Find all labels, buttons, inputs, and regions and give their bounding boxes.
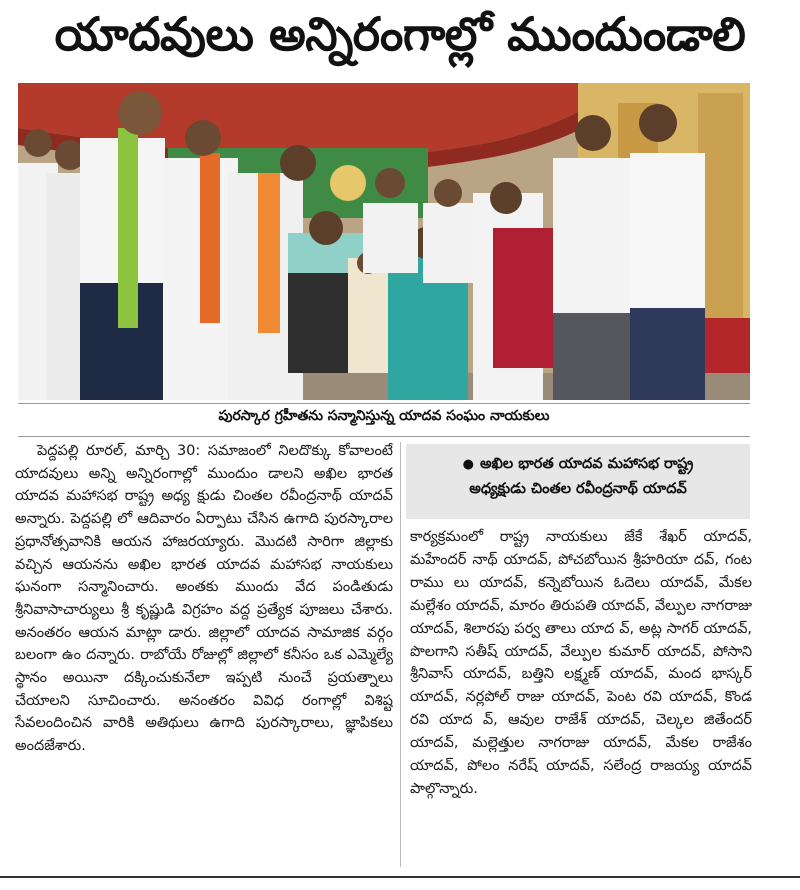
news-photo	[18, 83, 750, 400]
subheadline-text-1: అఖిల భారత యాదవ మహాసభ రాష్ట్ర	[479, 456, 694, 472]
column-divider	[400, 442, 401, 867]
article-body-left-column	[15, 440, 393, 868]
event-photo-illustration	[18, 83, 750, 400]
caption-bottom-rule	[18, 436, 750, 437]
article-body-right-column	[410, 526, 752, 868]
subheadline-box	[406, 444, 750, 519]
subheadline-line-2: అధ్యక్షుడు చింతల రవీంద్రనాథ్ యాదవ్	[469, 481, 687, 497]
article-paragraph-right: కార్యక్రమంలో రాష్ట్ర నాయకులు జేకే శేఖర్ యాదవ్, మహేందర్ నాథ్ యాదవ్, పోచబోయిన శ్రీహరియా దవ్, గంట రాము లు యాదవ్, కన్నెబోయిన ఓదెలు యాదవ్, మేకల మల్లేశం యాదవ్, మారం తిరుపతి యాదవ్, వేల్పుల నాగరాజు యాదవ్, శిలారపు పర్వ తాలు యాద వ్, అట్ల సాగర్ యాదవ్, పొలగాని సతీష్ యాదవ్, వేల్పుల కుమార్ యాదవ్, పోసాని శ్రీనివాస్ యాదవ్, బత్తిని లక్ష్మణ్ యాదవ్, మంద భాస్కర్ యాదవ్, నర్లపోల్ రాజు యాదవ్, పెంట రవి యాదవ్, కొండ రవి యాద వ్, ఆవుల రాజేశ్ యాదవ్, చెల్కల జితేందర్ యాదవ్, మల్లెత్తుల నాగరాజు యాదవ్, మేకల రాజేశం యాదవ్, పోలం నరేష్ యాదవ్, సలేంద్ర రాజయ్య యాదవ్ పాల్గొన్నారు.	[410, 529, 752, 797]
page-bottom-rule	[0, 876, 800, 878]
subheadline-line-1	[418, 452, 738, 477]
article-paragraph-left: పెద్దపల్లి రూరల్, మార్చి 30: సమాజంలో నిలదొక్కు కోవాలంటే యాదవులు అన్ని అన్నిరంగాల్లో ముందుం డాలని అఖిల భారత యాదవ మహాసభ రాష్ట్ర అధ్య క్షుడు చింతల రవీంద్రనాథ్ యాదవ్ అన్నారు. పెద్దపల్లి లో ఆదివారం ఏర్పాటు చేసిన ఉగాది పురస్కారాల ప్రధానోత్సవానికి ఆయన హాజరయ్యారు. మొదటి సారిగా జిల్లాకు వచ్చిన ఆయనను అఖిల భారత యాదవ మహాసభ నాయకులు ఘనంగా సన్మానించారు. అంతకు ముందు వేద పండితుడు శ్రీనివాసాచార్యులు శ్రీ కృష్ణుడి విగ్రహం వద్ద ప్రత్యేక పూజలు చేశారు. అనంతరం ఆయన మాట్లా డారు. జిల్లాలో యాదవ సామాజిక వర్గం బలంగా ఉం దన్నారు. రాబోయే రోజుల్లో జిల్లాలో కనీసం ఒక ఎమ్మెల్యే స్థానం అయినా దక్కించుకునేలా ఇప్పటి నుంచే ప్రయత్నాలు చేయాలని సూచించారు. అనంతరం వివిధ రంగాల్లో విశిష్ట సేవలందించిన వారికి అతిథులు ఉగాది పురస్కారాలు, జ్ఞాపికలు అందజేశారు.	[15, 443, 393, 755]
bullet-icon: ●	[462, 457, 474, 472]
headline: యాదవులు అన్నిరంగాల్లో ముందుండాలి	[54, 7, 746, 61]
photo-bottom-rule	[18, 403, 750, 404]
photo-caption: పురస్కార గ్రహీతను సన్మానిస్తున్న యాదవ సంఘం నాయకులు	[218, 408, 550, 424]
